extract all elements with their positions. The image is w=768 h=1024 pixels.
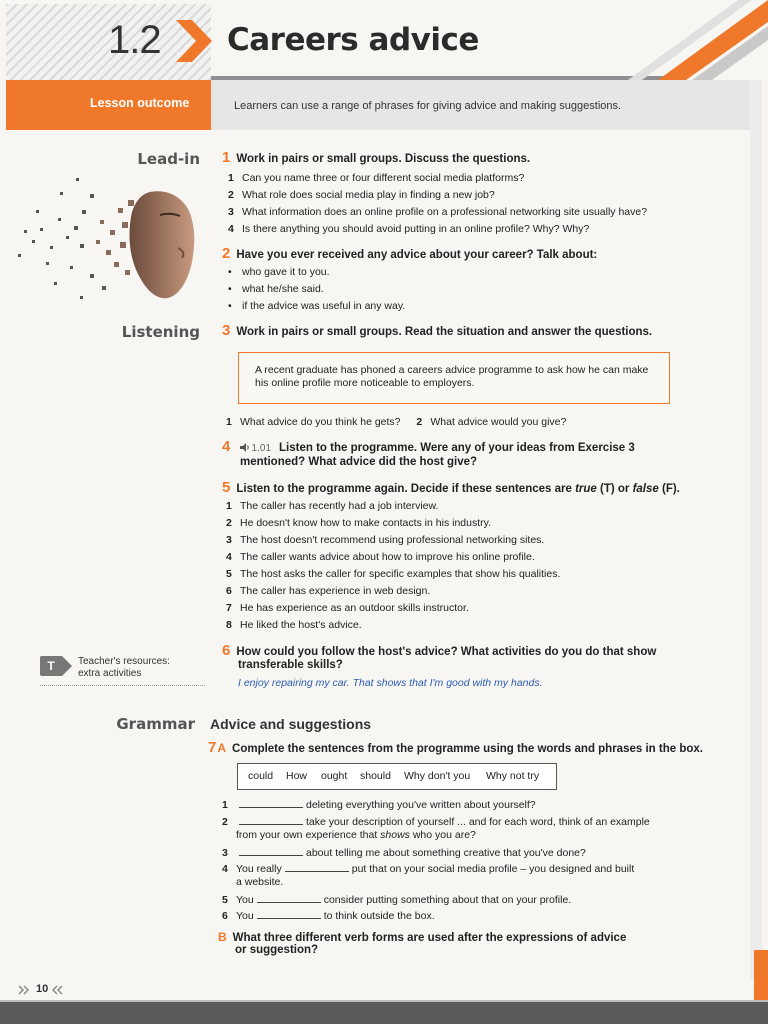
exercise-number: 3 <box>222 322 231 339</box>
lesson-outcome-text: Learners can use a range of phrases for giving advice and making suggestions. <box>234 100 622 112</box>
exercise-7a: 7A Complete the sentences from the programme using the words and phrases in the box. <box>208 739 703 756</box>
gap-fill-item-cont: a website. <box>236 876 284 888</box>
answer-gap[interactable] <box>285 862 349 872</box>
question-row: 1 What advice do you think he gets? 2 What advice would you give? <box>226 416 567 428</box>
exercise-instruction: Work in pairs or small groups. Read the situation and answer the questions. <box>236 326 653 338</box>
word-box-item: Why don't you <box>404 770 471 782</box>
answer-gap[interactable] <box>239 846 303 856</box>
teacher-resources-badge: T <box>40 656 62 676</box>
list-item: 4 Is there anything you should avoid putting in an online profile? Why? Why? <box>228 223 590 235</box>
section-label-listening: Listening <box>121 323 200 341</box>
grammar-title: Advice and suggestions <box>210 716 372 732</box>
chevron-right-icon <box>176 20 212 62</box>
list-item: 1 The caller has recently had a job interview. <box>226 500 439 512</box>
chevron-right-icon <box>62 656 72 676</box>
page-title: Careers advice <box>227 22 479 58</box>
list-item: 3 What information does an online profile on a professional networking site usually have? <box>228 206 648 218</box>
page-edge <box>750 80 762 980</box>
section-label-lead-in: Lead-in <box>137 150 200 168</box>
page-edge-tab <box>754 950 768 1000</box>
answer-gap[interactable] <box>257 893 321 903</box>
exercise-instruction: What three different verb forms are used after the expressions of advice <box>232 932 627 944</box>
word-box-item: could <box>248 770 274 782</box>
exercise-2 <box>222 245 597 262</box>
corner-stripes-decoration <box>628 0 768 80</box>
exercise-3 <box>222 322 652 339</box>
exercise-5 <box>222 479 680 496</box>
word-box <box>237 763 557 790</box>
answer-gap[interactable] <box>239 798 303 808</box>
gap-fill-item: 5 You consider putting something about that on your profile. <box>222 894 572 906</box>
word-box-item: How <box>286 770 308 782</box>
exercise-6 <box>222 642 656 659</box>
teacher-resources-text: Teacher's resources: extra activities <box>78 656 170 679</box>
exercise-instruction: Listen to the programme. Were any of your ideas from Exercise 3 <box>279 442 635 454</box>
exercise-1 <box>222 149 530 166</box>
list-item: 2 What role does social media play in finding a new job? <box>228 189 495 201</box>
gap-fill-item-cont: from your own experience that shows who you are? <box>236 829 476 841</box>
double-chevron-left-icon <box>52 985 64 995</box>
list-item: 7 He has experience as an outdoor skills instructor. <box>226 602 469 614</box>
pixelated-face-image <box>10 170 200 305</box>
situation-text: A recent graduate has phoned a careers advice programme to ask how he can make his online profile more noticeable to employers. <box>255 364 649 389</box>
exercise-instruction: Complete the sentences from the programme using the words and phrases in the box. <box>232 743 703 755</box>
gap-fill-item: 6 You to think outside the box. <box>222 910 435 922</box>
exercise-4 <box>222 438 652 455</box>
bullet-item: • who gave it to you. <box>228 266 330 278</box>
speaker-icon <box>240 443 250 452</box>
example-answer: I enjoy repairing my car. That shows that I'm good with my hands. <box>238 677 543 689</box>
exercise-instruction: How could you follow the host's advice? What activities do you do that show <box>236 646 657 658</box>
list-item: 3 The host doesn't recommend using professional networking sites. <box>226 534 545 546</box>
gap-fill-item: 1 deleting everything you've written about yourself? <box>222 799 536 811</box>
word-box-item: ought <box>321 770 348 782</box>
exercise-number: 2 <box>222 245 231 262</box>
exercise-instruction: Have you ever received any advice about your career? Talk about: <box>236 249 598 261</box>
list-item: 1 Can you name three or four different social media platforms? <box>228 172 525 184</box>
lesson-outcome-label: Lesson outcome <box>90 96 190 110</box>
bullet-item: • what he/she said. <box>228 283 324 295</box>
word-box-item: should <box>360 770 391 782</box>
dotted-divider <box>40 685 205 686</box>
footer-rule <box>0 1002 768 1024</box>
answer-gap[interactable] <box>239 815 303 825</box>
exercise-instruction-cont: transferable skills? <box>238 659 343 671</box>
list-item: 2 He doesn't know how to make contacts in his industry. <box>226 517 492 529</box>
exercise-number: 6 <box>222 642 231 659</box>
exercise-7b: B What three different verb forms are used after the expressions of advice <box>218 930 627 944</box>
exercise-instruction: Listen to the programme again. Decide if these sentences are true (T) or false (F). <box>236 483 680 495</box>
list-item: 5 The host asks the caller for specific examples that show his qualities. <box>226 568 561 580</box>
list-item: 8 He liked the host's advice. <box>226 619 362 631</box>
exercise-number: 1 <box>222 149 231 166</box>
bullet-item: • if the advice was useful in any way. <box>228 300 406 312</box>
exercise-instruction-cont: mentioned? What advice did the host give? <box>240 456 478 468</box>
gap-fill-item: 3 about telling me about something creative that you've done? <box>222 847 586 859</box>
exercise-instruction: Work in pairs or small groups. Discuss the questions. <box>236 153 531 165</box>
section-label-grammar: Grammar <box>116 715 195 733</box>
exercise-instruction-cont: or suggestion? <box>235 944 319 956</box>
gap-fill-item: 2 take your description of yourself ... and for each word, think of an example <box>222 816 650 828</box>
list-item: 4 The caller wants advice about how to improve his online profile. <box>226 551 535 563</box>
word-box-item: Why not try <box>486 770 540 782</box>
gap-fill-item: 4 You really put that on your social media profile – you designed and built <box>222 863 635 875</box>
page-number: 10 <box>36 983 49 995</box>
exercise-number: 5 <box>222 479 231 496</box>
unit-number: 1.2 <box>108 18 161 62</box>
list-item: 6 The caller has experience in web design. <box>226 585 431 597</box>
audio-track-number: 1.01 <box>251 443 272 454</box>
answer-gap[interactable] <box>257 909 321 919</box>
double-chevron-right-icon <box>18 985 30 995</box>
exercise-number: 4 <box>222 438 231 455</box>
